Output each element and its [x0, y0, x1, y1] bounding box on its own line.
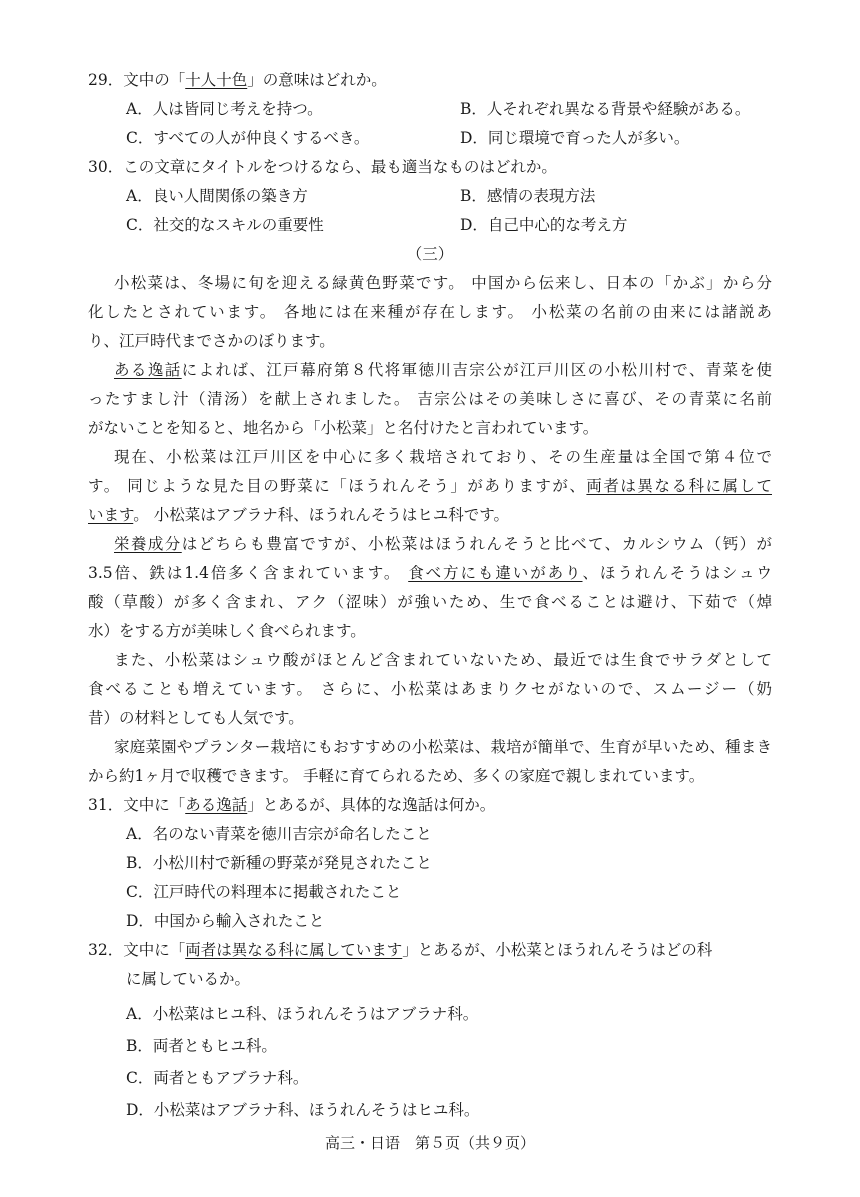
- q30-option-d: D．自己中心的な考え方: [460, 216, 628, 234]
- q30-option-a: A．良い人間関係の築き方: [126, 187, 308, 205]
- passage-line: す。 同じような見た目の野菜に「ほうれんそう」がありますが、両者は異なる科に属して: [88, 477, 772, 495]
- q31-option-b: B．小松川村で新種の野菜が発見されたこと: [126, 854, 432, 872]
- passage-line: 水）をする方が美味しく食べられます。: [88, 622, 366, 640]
- passage-line: ったすまし汁（清汤）を献上されました。 吉宗公はその美味しさに喜び、その青菜に名前: [88, 390, 772, 408]
- passage-line: がないことを知ると、地名から「小松菜」と名付けたと言われています。: [88, 419, 599, 437]
- anecdote-underline: ある逸話: [114, 361, 182, 379]
- passage-line: また、小松菜はシュウ酸がほとんど含まれていないため、最近では生食でサラダとして: [114, 651, 772, 669]
- q30-option-c: C．社交的なスキルの重要性: [126, 216, 324, 234]
- passage-line: り、江戸時代までさかのぼります。: [88, 332, 335, 350]
- passage-line: から約1ヶ月で収穫できます。 手軽に育てられるため、多くの家庭で親しまれています。: [88, 767, 705, 785]
- passage-line: 食べることも増えています。 さらに、小松菜はあまりクセがないので、スムージー（奶: [88, 680, 772, 698]
- q29-option-d: D．同じ環境で育った人が多い。: [460, 129, 690, 147]
- section-title: （三）: [406, 245, 454, 263]
- q29-term: 十人十色: [185, 71, 248, 89]
- passage-line: 3.5倍、鉄は1.4倍多く含まれています。 食べ方にも違いがあり、ほうれんそうはシュウ: [88, 564, 772, 582]
- page-footer: 高三・日语 第５页（共９页）: [324, 1134, 535, 1152]
- q31-option-a: A．名のない青菜を徳川吉宗が命名したこと: [126, 825, 432, 843]
- passage-line: 現在、小松菜は江戸川区を中心に多く栽培されており、その生産量は全国で第４位で: [114, 448, 772, 466]
- passage-line: 酸（草酸）が多く含まれ、アク（涩味）が強いため、生で食べることは避け、下茹で（焯: [88, 593, 772, 611]
- q30-stem: 30．この文章にタイトルをつけるなら、最も適当なものはどれか。: [88, 158, 557, 176]
- q32-option-b: B．両者ともヒユ科。: [126, 1037, 277, 1055]
- q32-stem: 32．文中に「両者は異なる科に属しています」とあるが、小松菜とほうれんそうはどの科: [88, 941, 713, 959]
- family-underline-cont: います: [88, 506, 134, 524]
- q29-stem: 29．文中の「十人十色」の意味はどれか。: [88, 71, 387, 89]
- passage-line: 化したとされています。 各地には在来種が存在します。 小松菜の名前の由来には諸説あ: [88, 303, 772, 321]
- q32-term: 両者は異なる科に属しています: [185, 941, 403, 959]
- passage-line: ある逸話によれば、江戸幕府第８代将軍徳川吉宗公が江戸川区の小松川村で、青菜を使: [114, 361, 772, 379]
- passage-line: 昔）の材料としても人気です。: [88, 709, 304, 727]
- q31-stem: 31．文中に「ある逸話」とあるが、具体的な逸話は何か。: [88, 796, 496, 814]
- q30-option-b: B．感情の表現方法: [460, 187, 596, 205]
- q31-option-c: C．江戸時代の料理本に掲載されたこと: [126, 883, 402, 901]
- family-underline: 両者は異なる科に属して: [586, 477, 772, 495]
- q29-option-c: C．すべての人が仲良くするべき。: [126, 129, 370, 147]
- q32-option-a: A．小松菜はヒユ科、ほうれんそうはアブラナ科。: [126, 1005, 479, 1023]
- eating-underline: 食べ方にも違いがあり: [408, 564, 583, 582]
- passage-line: 家庭菜園やプランター栽培にもおすすめの小松菜は、栽培が簡単で、生育が早いため、種まき: [114, 738, 772, 756]
- q29-option-b: B．人それぞれ異なる背景や経験がある。: [460, 100, 751, 118]
- q31-option-d: D．中国から輸入されたこと: [126, 912, 325, 930]
- passage-line: 栄養成分はどちらも豊富ですが、小松菜はほうれんそうと比べて、カルシウム（钙）が: [114, 535, 772, 553]
- q31-term: ある逸話: [185, 796, 248, 814]
- q32-option-c: C．両者ともアブラナ科。: [126, 1069, 309, 1087]
- q29-option-a: A．人は皆同じ考えを持つ。: [126, 100, 323, 118]
- nutrition-underline: 栄養成分: [114, 535, 182, 553]
- passage-line: います。 小松菜はアブラナ科、ほうれんそうはヒユ科です。: [88, 506, 509, 524]
- q32-option-d: D．小松菜はアブラナ科、ほうれんそうはヒユ科。: [126, 1101, 480, 1119]
- q32-stem-cont: に属しているか。: [126, 970, 251, 988]
- passage-line: 小松菜は、冬場に旬を迎える緑黄色野菜です。 中国から伝来し、日本の「かぶ」から分: [114, 274, 772, 292]
